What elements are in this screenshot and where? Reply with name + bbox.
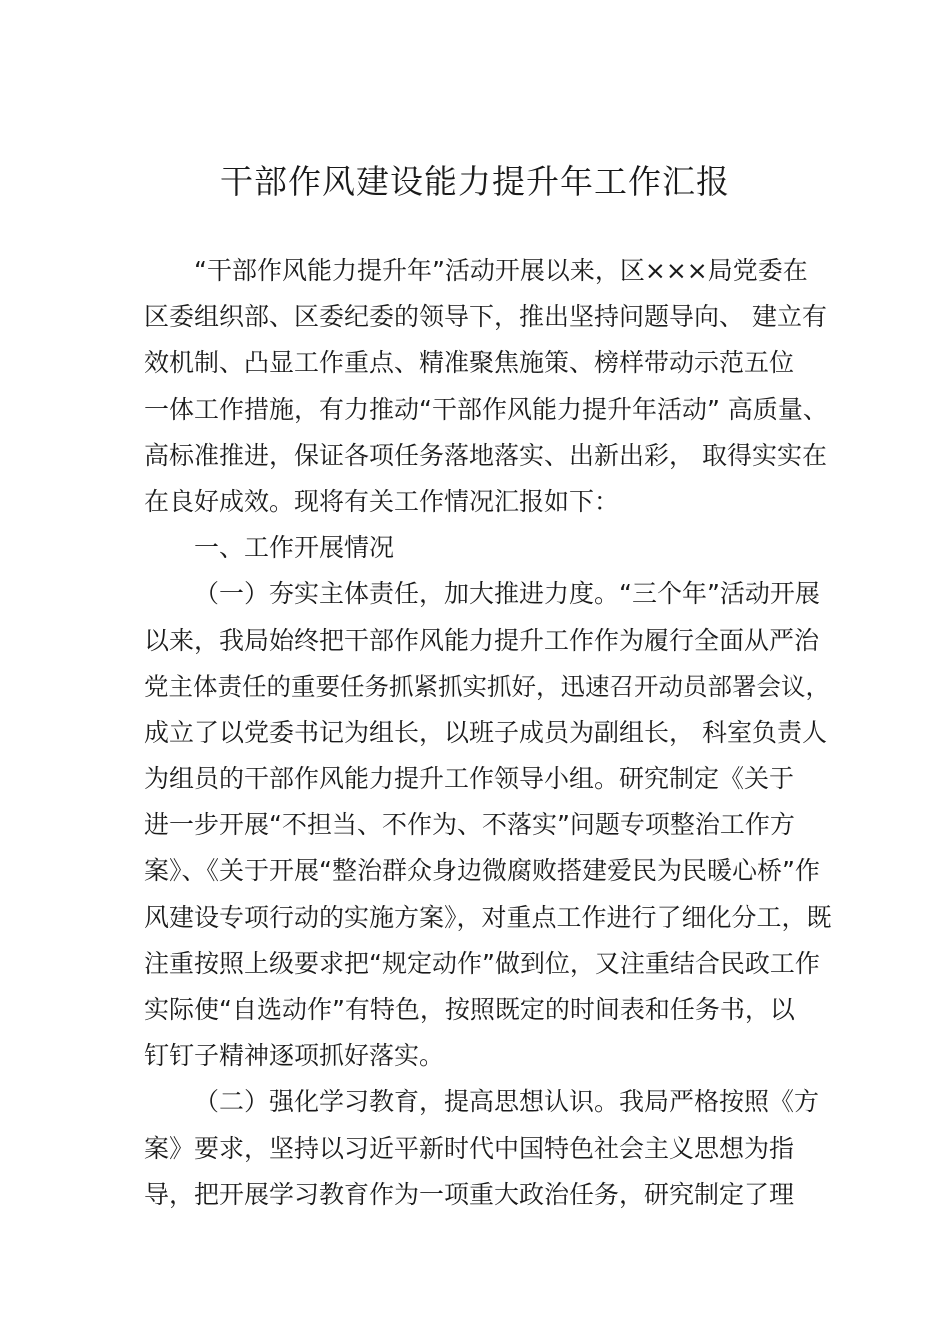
body-line: 案》、《关于开展“整治群众身边微腐败搭建爱民为民暖心桥”作: [144, 856, 820, 886]
body-line: （一）夯实主体责任，加大推进力度。“三个年”活动开展: [194, 579, 820, 609]
body-line: 实际使“自选动作”有特色，按照既定的时间表和任务书，以: [144, 995, 795, 1024]
document-title: 干部作风建设能力提升年工作汇报: [220, 162, 730, 201]
body-line: 党主体责任的重要任务抓紧抓实抓好，迅速召开动员部署会议，: [144, 671, 830, 701]
body-line: 一、工作开展情况: [194, 533, 395, 563]
body-line: 风建设专项行动的实施方案》，对重点工作进行了细化分工，既: [144, 902, 832, 932]
document-body: [144, 248, 834, 1218]
body-line: 进一步开展“不担当、不作为、不落实”问题专项整治工作方: [144, 810, 795, 840]
body-line: 为组员的干部作风能力提升工作领导小组。研究制定《关于: [144, 764, 795, 794]
body-line: “干部作风能力提升年”活动开展以来，区×××局党委在: [194, 256, 808, 285]
body-line: 注重按照上级要求把“规定动作”做到位，又注重结合民政工作: [144, 948, 820, 978]
body-line: 区委组织部、区委纪委的领导下，推出坚持问题导向、 建立有: [144, 302, 827, 332]
body-line: 以来，我局始终把干部作风能力提升工作作为履行全面从严治: [144, 625, 820, 655]
body-line: （二）强化学习教育，提高思想认识。我局严格按照《方: [194, 1087, 820, 1117]
body-line: 钉钉子精神逐项抓好落实。: [144, 1041, 445, 1071]
body-line: 成立了以党委书记为组长，以班子成员为副组长， 科室负责人: [144, 717, 827, 747]
body-line: 案》要求，坚持以习近平新时代中国特色社会主义思想为指: [144, 1133, 795, 1163]
body-line: 高标准推进，保证各项任务落地落实、出新出彩， 取得实实在: [144, 440, 827, 470]
body-line: 导，把开展学习教育作为一项重大政治任务，研究制定了理: [144, 1179, 795, 1209]
body-line: 在良好成效。现将有关工作情况汇报如下：: [144, 486, 620, 516]
body-line: 一体工作措施，有力推动“干部作风能力提升年活动” 高质量、: [144, 394, 828, 424]
body-line: 效机制、凸显工作重点、精准聚焦施策、榜样带动示范五位: [144, 348, 795, 378]
